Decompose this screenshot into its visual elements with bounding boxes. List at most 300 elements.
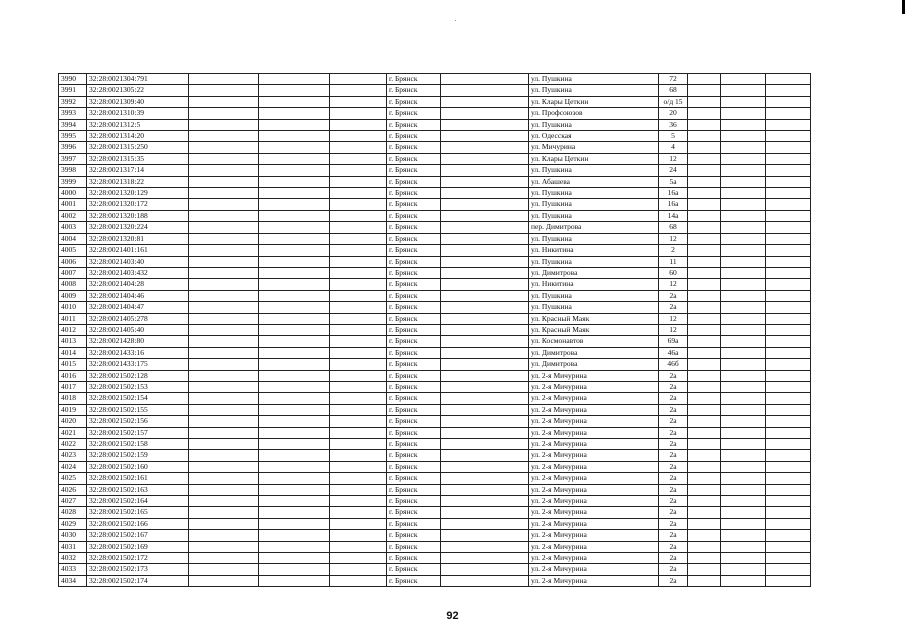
cell-city: г. Брянск (387, 496, 441, 507)
cell-row-number: 4009 (59, 290, 87, 301)
cell-empty (688, 404, 721, 415)
table-row (59, 267, 811, 278)
cell-empty (259, 484, 330, 495)
cell-empty (259, 518, 330, 529)
cell-empty (259, 439, 330, 450)
cell-cadastral-number: 32:28:0021502:174 (87, 575, 189, 586)
cell-empty (259, 74, 330, 85)
cell-empty (766, 119, 811, 130)
table-row (59, 553, 811, 564)
cell-row-number: 4020 (59, 416, 87, 427)
cell-empty (688, 290, 721, 301)
cell-empty (189, 245, 259, 256)
cell-empty (330, 484, 387, 495)
cell-empty (330, 153, 387, 164)
table-row (59, 484, 811, 495)
table-row (59, 302, 811, 313)
cell-empty (259, 541, 330, 552)
cell-city: г. Брянск (387, 199, 441, 210)
cell-row-number: 4010 (59, 302, 87, 313)
cell-cadastral-number: 32:28:0021502:163 (87, 484, 189, 495)
cell-house: 16а (659, 188, 688, 199)
cell-house: 12 (659, 279, 688, 290)
cell-empty (441, 427, 529, 438)
cell-cadastral-number: 32:28:0021320:188 (87, 210, 189, 221)
cell-street: ул. Пушкина (529, 210, 659, 221)
table-row (59, 245, 811, 256)
cell-street: ул. Пушкина (529, 290, 659, 301)
cell-empty (766, 324, 811, 335)
cell-empty (330, 359, 387, 370)
cell-empty (330, 119, 387, 130)
cell-empty (721, 85, 766, 96)
cell-empty (721, 359, 766, 370)
cell-empty (330, 507, 387, 518)
cell-row-number: 4011 (59, 313, 87, 324)
cell-city: г. Брянск (387, 131, 441, 142)
cell-empty (441, 553, 529, 564)
cell-empty (259, 267, 330, 278)
cell-house: 5а (659, 176, 688, 187)
cell-empty (259, 347, 330, 358)
cell-row-number: 4006 (59, 256, 87, 267)
cell-empty (189, 553, 259, 564)
cell-empty (259, 450, 330, 461)
cell-cadastral-number: 32:28:0021433:16 (87, 347, 189, 358)
cell-house: 2а (659, 302, 688, 313)
cell-empty (259, 507, 330, 518)
cell-empty (688, 416, 721, 427)
cell-cadastral-number: 32:28:0021502:169 (87, 541, 189, 552)
cell-empty (189, 267, 259, 278)
cell-empty (189, 575, 259, 586)
cell-empty (721, 381, 766, 392)
cell-empty (189, 210, 259, 221)
cell-city: г. Брянск (387, 222, 441, 233)
cell-empty (721, 336, 766, 347)
cell-house: 2а (659, 553, 688, 564)
cell-empty (189, 370, 259, 381)
cell-empty (330, 461, 387, 472)
cell-empty (259, 461, 330, 472)
cell-street: ул. 2-я Мичурина (529, 381, 659, 392)
cell-row-number: 4003 (59, 222, 87, 233)
cell-row-number: 4022 (59, 439, 87, 450)
cell-empty (259, 427, 330, 438)
cell-empty (330, 416, 387, 427)
cell-cadastral-number: 32:28:0021315:35 (87, 153, 189, 164)
cell-empty (189, 461, 259, 472)
cell-street: ул. Пушкина (529, 199, 659, 210)
cell-house: 69а (659, 336, 688, 347)
cell-empty (721, 188, 766, 199)
cell-empty (189, 484, 259, 495)
cell-empty (688, 142, 721, 153)
cell-empty (766, 290, 811, 301)
cell-row-number: 4013 (59, 336, 87, 347)
cell-city: г. Брянск (387, 336, 441, 347)
cell-street: ул. Пушкина (529, 165, 659, 176)
table-row (59, 210, 811, 221)
cell-empty (688, 96, 721, 107)
cell-city: г. Брянск (387, 575, 441, 586)
cell-empty (721, 176, 766, 187)
cell-empty (688, 450, 721, 461)
cell-house: 12 (659, 324, 688, 335)
cell-empty (721, 96, 766, 107)
cell-empty (330, 96, 387, 107)
cell-empty (189, 279, 259, 290)
cell-empty (259, 85, 330, 96)
cell-empty (441, 359, 529, 370)
cell-row-number: 4016 (59, 370, 87, 381)
cell-empty (330, 530, 387, 541)
cell-house: 2а (659, 393, 688, 404)
cell-city: г. Брянск (387, 484, 441, 495)
cell-empty (688, 199, 721, 210)
cell-empty (721, 302, 766, 313)
cell-house: 16а (659, 199, 688, 210)
cell-empty (688, 279, 721, 290)
cell-cadastral-number: 32:28:0021314:20 (87, 131, 189, 142)
cell-empty (688, 210, 721, 221)
cell-empty (441, 85, 529, 96)
cell-empty (766, 153, 811, 164)
cell-empty (259, 256, 330, 267)
cell-empty (721, 507, 766, 518)
cell-empty (441, 96, 529, 107)
cell-city: г. Брянск (387, 541, 441, 552)
cell-empty (189, 427, 259, 438)
cell-empty (259, 496, 330, 507)
cell-empty (441, 439, 529, 450)
cell-city: г. Брянск (387, 347, 441, 358)
cell-empty (330, 210, 387, 221)
cell-empty (441, 267, 529, 278)
cell-empty (189, 439, 259, 450)
cell-street: ул. 2-я Мичурина (529, 541, 659, 552)
cell-empty (330, 290, 387, 301)
cell-row-number: 4005 (59, 245, 87, 256)
cell-street: ул. 2-я Мичурина (529, 496, 659, 507)
table-row (59, 165, 811, 176)
table-row (59, 530, 811, 541)
cell-empty (721, 404, 766, 415)
cell-empty (189, 256, 259, 267)
cell-empty (189, 336, 259, 347)
cell-empty (330, 267, 387, 278)
cell-empty (441, 108, 529, 119)
table-row (59, 188, 811, 199)
cell-city: г. Брянск (387, 85, 441, 96)
cell-cadastral-number: 32:28:0021320:129 (87, 188, 189, 199)
cell-city: г. Брянск (387, 427, 441, 438)
cell-empty (330, 370, 387, 381)
cell-cadastral-number: 32:28:0021405:278 (87, 313, 189, 324)
cell-empty (259, 370, 330, 381)
cell-empty (441, 199, 529, 210)
cell-empty (189, 518, 259, 529)
cell-empty (721, 313, 766, 324)
table-row (59, 153, 811, 164)
cell-cadastral-number: 32:28:0021502:158 (87, 439, 189, 450)
cell-empty (766, 222, 811, 233)
table-row (59, 142, 811, 153)
cell-house: 2а (659, 450, 688, 461)
cell-cadastral-number: 32:28:0021304:791 (87, 74, 189, 85)
cell-empty (330, 165, 387, 176)
cell-empty (688, 484, 721, 495)
cell-house: 60 (659, 267, 688, 278)
cell-house: 12 (659, 313, 688, 324)
cell-empty (721, 496, 766, 507)
cell-empty (189, 74, 259, 85)
cell-empty (688, 381, 721, 392)
cell-empty (330, 222, 387, 233)
cell-city: г. Брянск (387, 393, 441, 404)
cell-empty (766, 404, 811, 415)
table-row (59, 347, 811, 358)
page-number: 92 (446, 610, 459, 622)
cell-street: ул. 2-я Мичурина (529, 450, 659, 461)
cell-cadastral-number: 32:28:0021320:172 (87, 199, 189, 210)
cell-row-number: 3994 (59, 119, 87, 130)
table-row (59, 199, 811, 210)
table-row (59, 176, 811, 187)
cell-empty (441, 404, 529, 415)
table-row (59, 336, 811, 347)
cell-city: г. Брянск (387, 439, 441, 450)
cell-row-number: 4030 (59, 530, 87, 541)
cell-empty (189, 233, 259, 244)
cell-city: г. Брянск (387, 119, 441, 130)
cell-street: ул. Пушкина (529, 74, 659, 85)
cell-row-number: 4015 (59, 359, 87, 370)
cell-city: г. Брянск (387, 279, 441, 290)
table-row (59, 461, 811, 472)
cell-city: г. Брянск (387, 518, 441, 529)
cell-empty (330, 553, 387, 564)
cell-empty (766, 279, 811, 290)
cell-empty (766, 267, 811, 278)
cell-empty (259, 575, 330, 586)
cell-empty (330, 381, 387, 392)
cell-empty (330, 313, 387, 324)
cell-street: ул. Пушкина (529, 188, 659, 199)
cell-empty (330, 439, 387, 450)
cell-empty (441, 313, 529, 324)
table-row (59, 279, 811, 290)
cell-street: ул. Мичурина (529, 142, 659, 153)
cell-empty (688, 245, 721, 256)
table-row (59, 131, 811, 142)
cell-empty (330, 575, 387, 586)
cell-city: г. Брянск (387, 210, 441, 221)
cell-empty (189, 324, 259, 335)
table-row (59, 108, 811, 119)
cell-city: г. Брянск (387, 165, 441, 176)
cell-empty (766, 518, 811, 529)
cell-house: 2а (659, 427, 688, 438)
cell-empty (441, 165, 529, 176)
cell-cadastral-number: 32:28:0021502:166 (87, 518, 189, 529)
cell-empty (259, 210, 330, 221)
cell-street: ул. Пушкина (529, 85, 659, 96)
cell-empty (721, 165, 766, 176)
cell-empty (259, 393, 330, 404)
cell-city: г. Брянск (387, 461, 441, 472)
cell-empty (189, 131, 259, 142)
cell-empty (330, 131, 387, 142)
cell-empty (721, 461, 766, 472)
cell-row-number: 3995 (59, 131, 87, 142)
cell-row-number: 3991 (59, 85, 87, 96)
table-row (59, 427, 811, 438)
cell-house: 2а (659, 484, 688, 495)
cell-empty (721, 153, 766, 164)
cell-cadastral-number: 32:28:0021312:5 (87, 119, 189, 130)
cell-empty (688, 176, 721, 187)
cell-empty (441, 290, 529, 301)
cell-empty (189, 222, 259, 233)
cell-city: г. Брянск (387, 530, 441, 541)
cell-empty (441, 279, 529, 290)
cell-house: 11 (659, 256, 688, 267)
cell-empty (688, 553, 721, 564)
cell-empty (721, 450, 766, 461)
table-row (59, 74, 811, 85)
cell-street: ул. 2-я Мичурина (529, 427, 659, 438)
cell-row-number: 4021 (59, 427, 87, 438)
cell-empty (330, 233, 387, 244)
cell-empty (259, 564, 330, 575)
cell-empty (766, 439, 811, 450)
cell-empty (441, 233, 529, 244)
cell-empty (688, 427, 721, 438)
cell-house: 2 (659, 245, 688, 256)
cell-empty (688, 188, 721, 199)
cell-empty (330, 564, 387, 575)
cell-empty (259, 359, 330, 370)
cell-empty (688, 507, 721, 518)
cell-empty (259, 96, 330, 107)
cell-empty (441, 461, 529, 472)
cell-row-number: 3999 (59, 176, 87, 187)
cell-house: 2а (659, 290, 688, 301)
cell-street: ул. Красный Маяк (529, 313, 659, 324)
cell-cadastral-number: 32:28:0021305:22 (87, 85, 189, 96)
cell-empty (441, 324, 529, 335)
cell-empty (441, 575, 529, 586)
cell-empty (189, 290, 259, 301)
cell-empty (189, 96, 259, 107)
cell-street: ул. 2-я Мичурина (529, 518, 659, 529)
cell-house: 68 (659, 85, 688, 96)
cell-row-number: 4019 (59, 404, 87, 415)
cell-empty (441, 518, 529, 529)
cell-cadastral-number: 32:28:0021502:173 (87, 564, 189, 575)
cell-empty (766, 188, 811, 199)
cell-empty (441, 210, 529, 221)
cell-empty (688, 370, 721, 381)
cell-row-number: 3998 (59, 165, 87, 176)
cell-empty (688, 267, 721, 278)
cell-row-number: 4001 (59, 199, 87, 210)
cell-empty (721, 553, 766, 564)
cell-empty (259, 222, 330, 233)
cell-cadastral-number: 32:28:0021405:40 (87, 324, 189, 335)
cell-empty (330, 302, 387, 313)
cell-empty (688, 256, 721, 267)
cell-empty (259, 142, 330, 153)
cell-cadastral-number: 32:28:0021502:157 (87, 427, 189, 438)
cell-empty (766, 416, 811, 427)
cell-empty (721, 210, 766, 221)
cell-street: пер. Димитрова (529, 222, 659, 233)
cell-house: 12 (659, 233, 688, 244)
cell-empty (330, 245, 387, 256)
cell-empty (259, 553, 330, 564)
cell-street: ул. 2-я Мичурина (529, 439, 659, 450)
cell-row-number: 4023 (59, 450, 87, 461)
cell-empty (441, 119, 529, 130)
cell-empty (189, 450, 259, 461)
cell-cadastral-number: 32:28:0021502:172 (87, 553, 189, 564)
cell-street: ул. Пушкина (529, 233, 659, 244)
cell-row-number: 3993 (59, 108, 87, 119)
cell-cadastral-number: 32:28:0021317:14 (87, 165, 189, 176)
cell-empty (330, 427, 387, 438)
cell-empty (766, 507, 811, 518)
cell-cadastral-number: 32:28:0021315:250 (87, 142, 189, 153)
cell-empty (766, 393, 811, 404)
cell-empty (688, 119, 721, 130)
cell-empty (441, 153, 529, 164)
cell-empty (441, 347, 529, 358)
cell-house: 72 (659, 74, 688, 85)
cell-empty (721, 416, 766, 427)
cell-house: 2а (659, 564, 688, 575)
cell-empty (330, 518, 387, 529)
cell-empty (189, 188, 259, 199)
cell-empty (721, 131, 766, 142)
cell-street: ул. Никитина (529, 279, 659, 290)
cell-cadastral-number: 32:28:0021428:80 (87, 336, 189, 347)
cell-empty (766, 165, 811, 176)
cell-cadastral-number: 32:28:0021502:154 (87, 393, 189, 404)
cell-empty (330, 404, 387, 415)
cell-cadastral-number: 32:28:0021502:161 (87, 473, 189, 484)
cell-empty (766, 496, 811, 507)
cell-empty (259, 108, 330, 119)
cell-cadastral-number: 32:28:0021401:161 (87, 245, 189, 256)
cell-empty (688, 313, 721, 324)
cell-street: ул. Клары Цеткин (529, 96, 659, 107)
cell-row-number: 4029 (59, 518, 87, 529)
cell-empty (688, 541, 721, 552)
cell-empty (259, 153, 330, 164)
cell-empty (721, 108, 766, 119)
cell-street: ул. 2-я Мичурина (529, 473, 659, 484)
table-row (59, 222, 811, 233)
cell-empty (766, 427, 811, 438)
cell-city: г. Брянск (387, 188, 441, 199)
cell-empty (441, 256, 529, 267)
cell-empty (766, 302, 811, 313)
cell-empty (766, 131, 811, 142)
cell-empty (189, 153, 259, 164)
cell-empty (721, 267, 766, 278)
